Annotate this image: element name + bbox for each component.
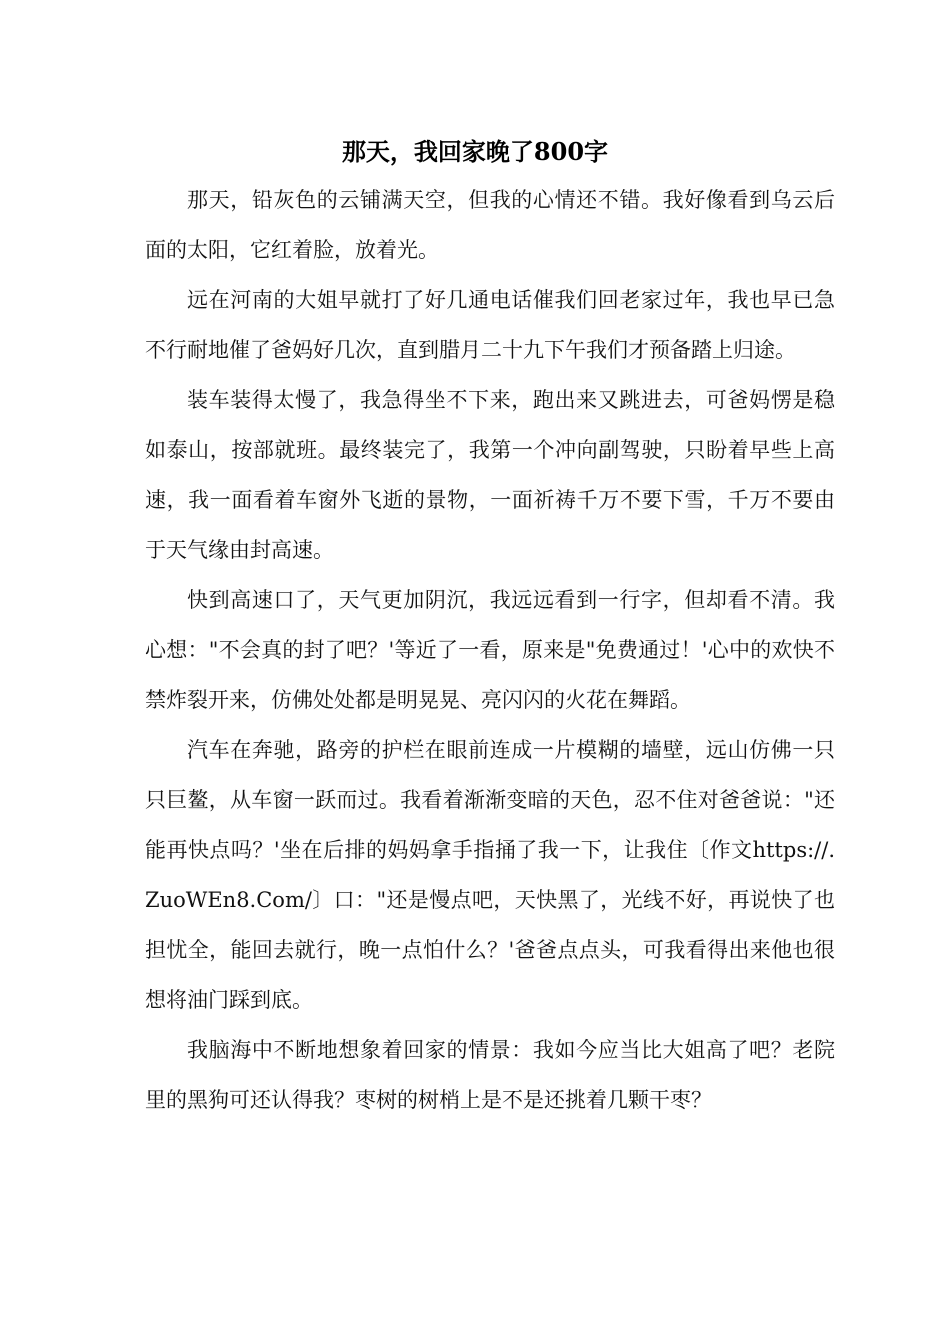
paragraph: 远在河南的大姐早就打了好几通电话催我们回老家过年，我也早已急不行耐地催了爸妈好几次，直到腊月二十九下午我们才预备踏上归途。 bbox=[145, 288, 835, 362]
paragraph: 我脑海中不断地想象着回家的情景：我如今应当比大姐高了吧？老院里的黑狗可还认得我？枣树的树梢上是不是还挑着几颗干枣？ bbox=[145, 1038, 835, 1112]
paragraph: 装车装得太慢了，我急得坐不下来，跑出来又跳进去，可爸妈愣是稳如泰山，按部就班。最终装完了，我第一个冲向副驾驶，只盼着早些上高速，我一面看着车窗外飞逝的景物，一面祈祷千万不要下雪，千万不要由于天气缘由封高速。 bbox=[145, 388, 835, 562]
paragraph: 快到高速口了，天气更加阴沉，我远远看到一行字，但却看不清。我心想："不会真的封了吧？'等近了一看，原来是"免费通过！'心中的欢快不禁炸裂开来，仿佛处处都是明晃晃、亮闪闪的火花在舞蹈。 bbox=[145, 588, 835, 712]
document-body bbox=[145, 175, 835, 1125]
paragraph: 汽车在奔驰，路旁的护栏在眼前连成一片模糊的墙壁，远山仿佛一只只巨鳌，从车窗一跃而过。我看着渐渐变暗的天色，忍不住对爸爸说："还能再快点吗？'坐在后排的妈妈拿手指捅了我一下，让我住〔作文https://.ZuoWEn8.Com/〕口："还是慢点吧，天快黑了，光线不好，再说快了也担忧全，能回去就行，晚一点怕什么？'爸爸点点头，可我看得出来他也很想将油门踩到底。 bbox=[145, 738, 835, 1012]
document-title: 那天，我回家晚了800字 bbox=[341, 137, 609, 166]
paragraph: 那天，铅灰色的云铺满天空，但我的心情还不错。我好像看到乌云后面的太阳，它红着脸，放着光。 bbox=[145, 188, 835, 262]
